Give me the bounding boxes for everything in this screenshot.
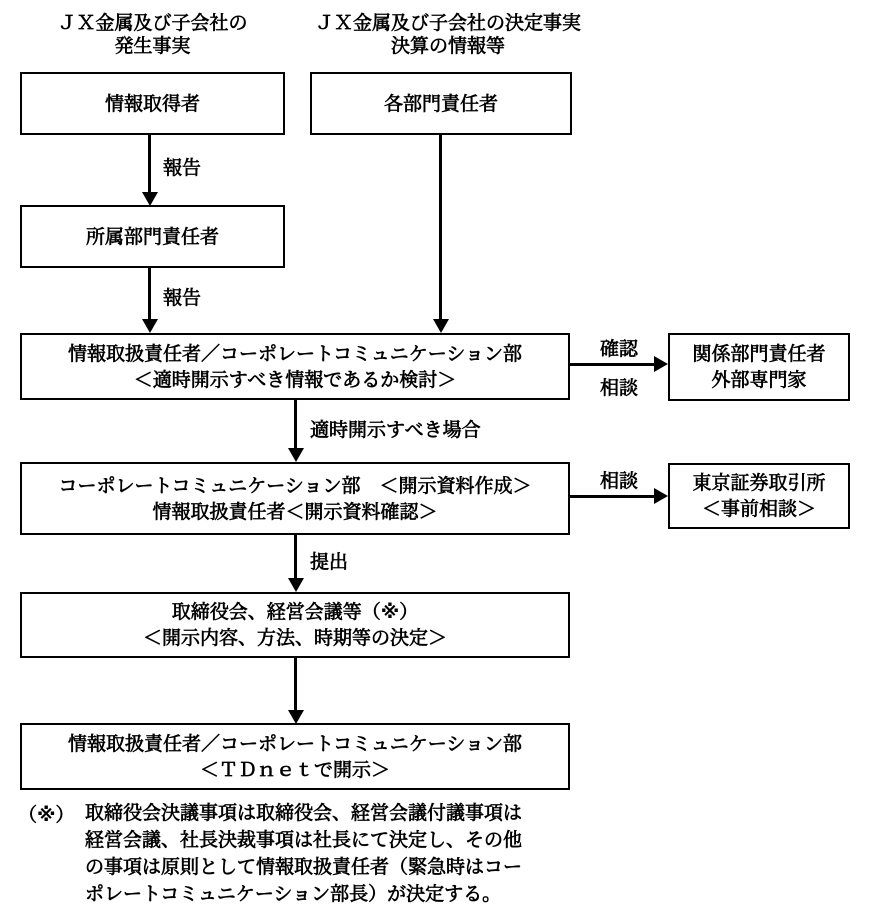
arrow-label-consult1: 相談 [599, 377, 638, 399]
arrowhead-confirm-consult [654, 356, 668, 372]
node-related-parties-line1: 関係部門責任者 [692, 343, 826, 365]
arrow-line-timely-case [294, 400, 297, 449]
header-decision-facts [293, 12, 603, 58]
footnote-line-1: 取締役会決議事項は取締役会、経営会議付議事項は [85, 802, 523, 824]
node-related-parties [668, 333, 850, 401]
footnote-line-4: ポレートコミュニケーション部長）が決定する。 [85, 883, 502, 905]
arrow-line-submit [294, 535, 297, 579]
node-belonging-dept-head-label: 所属部門責任者 [85, 225, 219, 248]
arrow-label-report1: 報告 [163, 157, 202, 179]
arrowhead-report1 [142, 192, 158, 206]
node-prepare-line1: コーポレートコミュニケーション部 ＜開示資料作成＞ [58, 474, 532, 497]
arrow-line-consult2 [570, 495, 656, 498]
arrow-label-confirm: 確認 [599, 338, 638, 360]
arrowhead-consult2 [654, 488, 668, 504]
arrow-line-board-disclose [294, 658, 297, 711]
node-prepare [20, 462, 570, 535]
node-review [20, 333, 570, 400]
node-dept-heads-label: 各部門責任者 [383, 92, 498, 115]
arrowhead-submit [288, 578, 304, 592]
node-tse-line2: ＜事前相談＞ [701, 498, 816, 520]
arrow-label-consult2: 相談 [599, 470, 638, 492]
arrow-label-submit: 提出 [310, 551, 349, 573]
footnote-marker: （※） [18, 804, 75, 826]
node-tse [668, 463, 850, 529]
arrowhead-timely-case [288, 448, 304, 462]
node-info-acquirer-label: 情報取得者 [104, 92, 200, 115]
node-review-line1: 情報取扱責任者／コーポレートコミュニケーション部 [67, 342, 523, 365]
arrow-label-timely-case: 適時開示すべき場合 [310, 419, 481, 441]
arrow-line-dept-heads [439, 135, 442, 320]
node-prepare-line2: 情報取扱責任者＜開示資料確認＞ [152, 500, 438, 523]
node-dept-heads [310, 72, 572, 135]
arrow-label-report2: 報告 [163, 287, 202, 309]
node-disclose [20, 723, 570, 790]
arrowhead-board-disclose [288, 710, 304, 724]
node-info-acquirer [20, 72, 285, 135]
header-left-line2: 発生事実 [114, 35, 191, 57]
arrowhead-dept-heads [433, 319, 449, 333]
node-belonging-dept-head [20, 205, 285, 268]
header-occurrence-facts [20, 12, 285, 58]
node-board [20, 592, 570, 658]
node-board-line2: ＜開示内容、方法、時期等の決定＞ [142, 627, 447, 649]
arrow-line-confirm-consult [570, 363, 656, 366]
node-review-line2: ＜適時開示すべき情報であるか検討＞ [133, 368, 457, 391]
header-right-line1: ＪＸ金属及び子会社の決定事実 [314, 12, 581, 34]
arrow-line-report1 [148, 135, 151, 193]
node-related-parties-line2: 外部専門家 [711, 369, 807, 391]
footnote-line-2: 経営会議、社長決裁事項は社長にて決定し、その他 [85, 829, 523, 851]
node-tse-line1: 東京証券取引所 [692, 472, 826, 494]
footnote-line-3: の事項は原則として情報取扱責任者（緊急時はコー [85, 856, 523, 878]
header-right-line2: 決算の情報等 [390, 35, 505, 57]
footnote-text [85, 800, 522, 908]
node-disclose-line1: 情報取扱責任者／コーポレートコミュニケーション部 [67, 732, 523, 755]
header-left-line1: ＪＸ金属及び子会社の [57, 12, 248, 34]
arrowhead-report2 [142, 319, 158, 333]
arrow-line-report2 [148, 268, 151, 320]
node-board-line1: 取締役会、経営会議等（※） [171, 601, 419, 623]
node-disclose-line2: ＜ＴＤｎｅｔで開示＞ [199, 758, 390, 781]
